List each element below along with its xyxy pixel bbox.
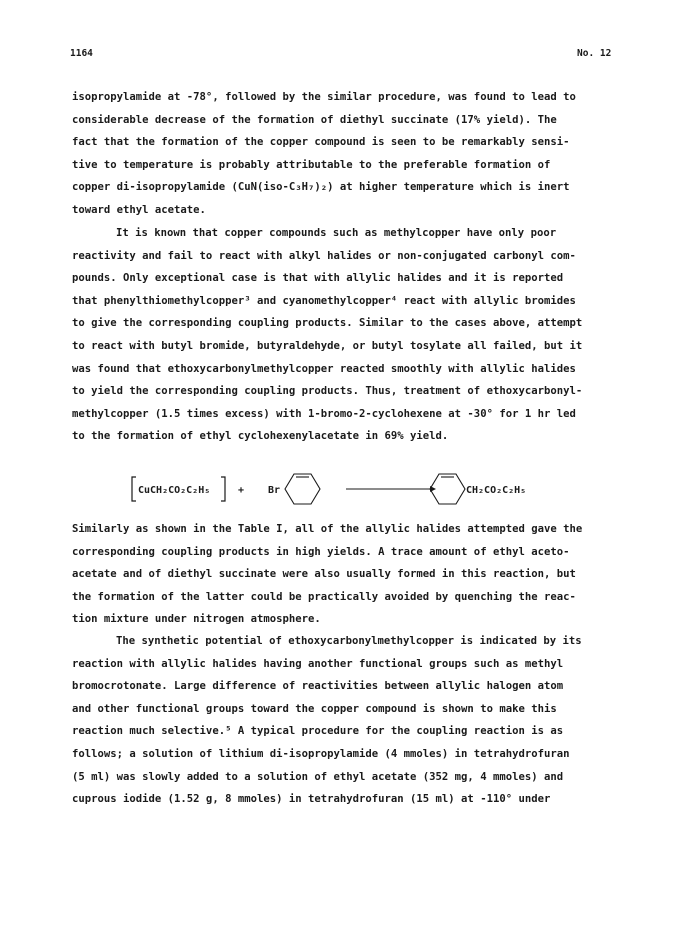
text-line: reaction with allylic halides having another functional groups such as methyl (72, 657, 564, 670)
plus-sign: + (238, 485, 245, 496)
text-line: follows; a solution of lithium di-isopropylamide (4 mmoles) in tetrahydrofuran (72, 747, 570, 760)
text-line: bromocrotonate. Large difference of reactivities between allylic halogen atom (72, 680, 564, 693)
bromo-label: Br (268, 485, 281, 496)
bromocyclohexene-structure (285, 474, 320, 504)
text-line: to give the corresponding coupling products. Similar to the cases above, attempt (72, 317, 583, 330)
text-line: the formation of the latter could be practically avoided by quenching the reac- (72, 590, 576, 603)
paragraph-1 (72, 86, 612, 222)
reaction-arrow (346, 486, 436, 492)
text-line: corresponding coupling products in high yields. A trace amount of ethyl aceto- (72, 545, 570, 558)
issue-number: No. 12 (577, 48, 612, 59)
text-line: acetate and of diethyl succinate were also usually formed in this reaction, but (72, 568, 576, 581)
text-line: methylcopper (1.5 times excess) with 1-bromo-2-cyclohexene at -30° for 1 hr led (72, 407, 576, 420)
text-line: considerable decrease of the formation of diethyl succinate (17% yield). The (72, 113, 557, 126)
text-line: It is known that copper compounds such as methylcopper have only poor (116, 227, 557, 239)
paragraph-4 (72, 630, 612, 811)
text-line: to react with butyl bromide, butyraldehyde, or butyl tosylate all failed, but it (72, 339, 583, 352)
text-line: Similarly as shown in the Table I, all of the allylic halides attempted gave the (72, 523, 583, 535)
text-line: was found that ethoxycarbonylmethylcopper reacted smoothly with allylic halides (72, 362, 576, 375)
product-substituent: CH₂CO₂C₂H₅ (466, 485, 527, 496)
text-line: copper di-isopropylamide (CuN(iso-C₃H₇)₂) at higher temperature which is inert (72, 181, 570, 194)
text-line: to yield the corresponding coupling products. Thus, treatment of ethoxycarbonyl- (72, 385, 583, 398)
reaction-scheme (130, 472, 590, 506)
text-line: reactivity and fail to react with alkyl halides or non-conjugated carbonyl com- (72, 249, 576, 262)
text-line: to the formation of ethyl cyclohexenylacetate in 69% yield. (72, 430, 449, 443)
text-line: reaction much selective.⁵ A typical procedure for the coupling reaction is as (72, 725, 564, 738)
reagent-bracket (132, 477, 225, 501)
text-line: (5 ml) was slowly added to a solution of ethyl acetate (352 mg, 4 mmoles) and (72, 770, 564, 783)
copper-reagent: CuCH₂CO₂C₂H₅ (138, 485, 211, 496)
text-line: isopropylamide at -78°, followed by the similar procedure, was found to lead to (72, 91, 576, 103)
text-line: The synthetic potential of ethoxycarbonylmethylcopper is indicated by its (116, 635, 582, 647)
text-line: toward ethyl acetate. (72, 203, 206, 216)
text-line: fact that the formation of the copper compound is seen to be remarkably sensi- (72, 136, 570, 149)
text-line: that phenylthiomethylcopper³ and cyanomethylcopper⁴ react with allylic bromides (72, 294, 576, 307)
text-line: pounds. Only exceptional case is that with allylic halides and it is reported (72, 272, 564, 285)
paragraph-2 (72, 222, 612, 448)
text-line: cuprous iodide (1.52 g, 8 mmoles) in tetrahydrofuran (15 ml) at -110° under (72, 793, 551, 806)
text-line: tive to temperature is probably attributable to the preferable formation of (72, 158, 551, 171)
text-line: tion mixture under nitrogen atmosphere. (72, 613, 321, 626)
paragraph-3 (72, 518, 612, 631)
text-line: and other functional groups toward the copper compound is shown to make this (72, 702, 557, 715)
page-number: 1164 (70, 48, 93, 59)
